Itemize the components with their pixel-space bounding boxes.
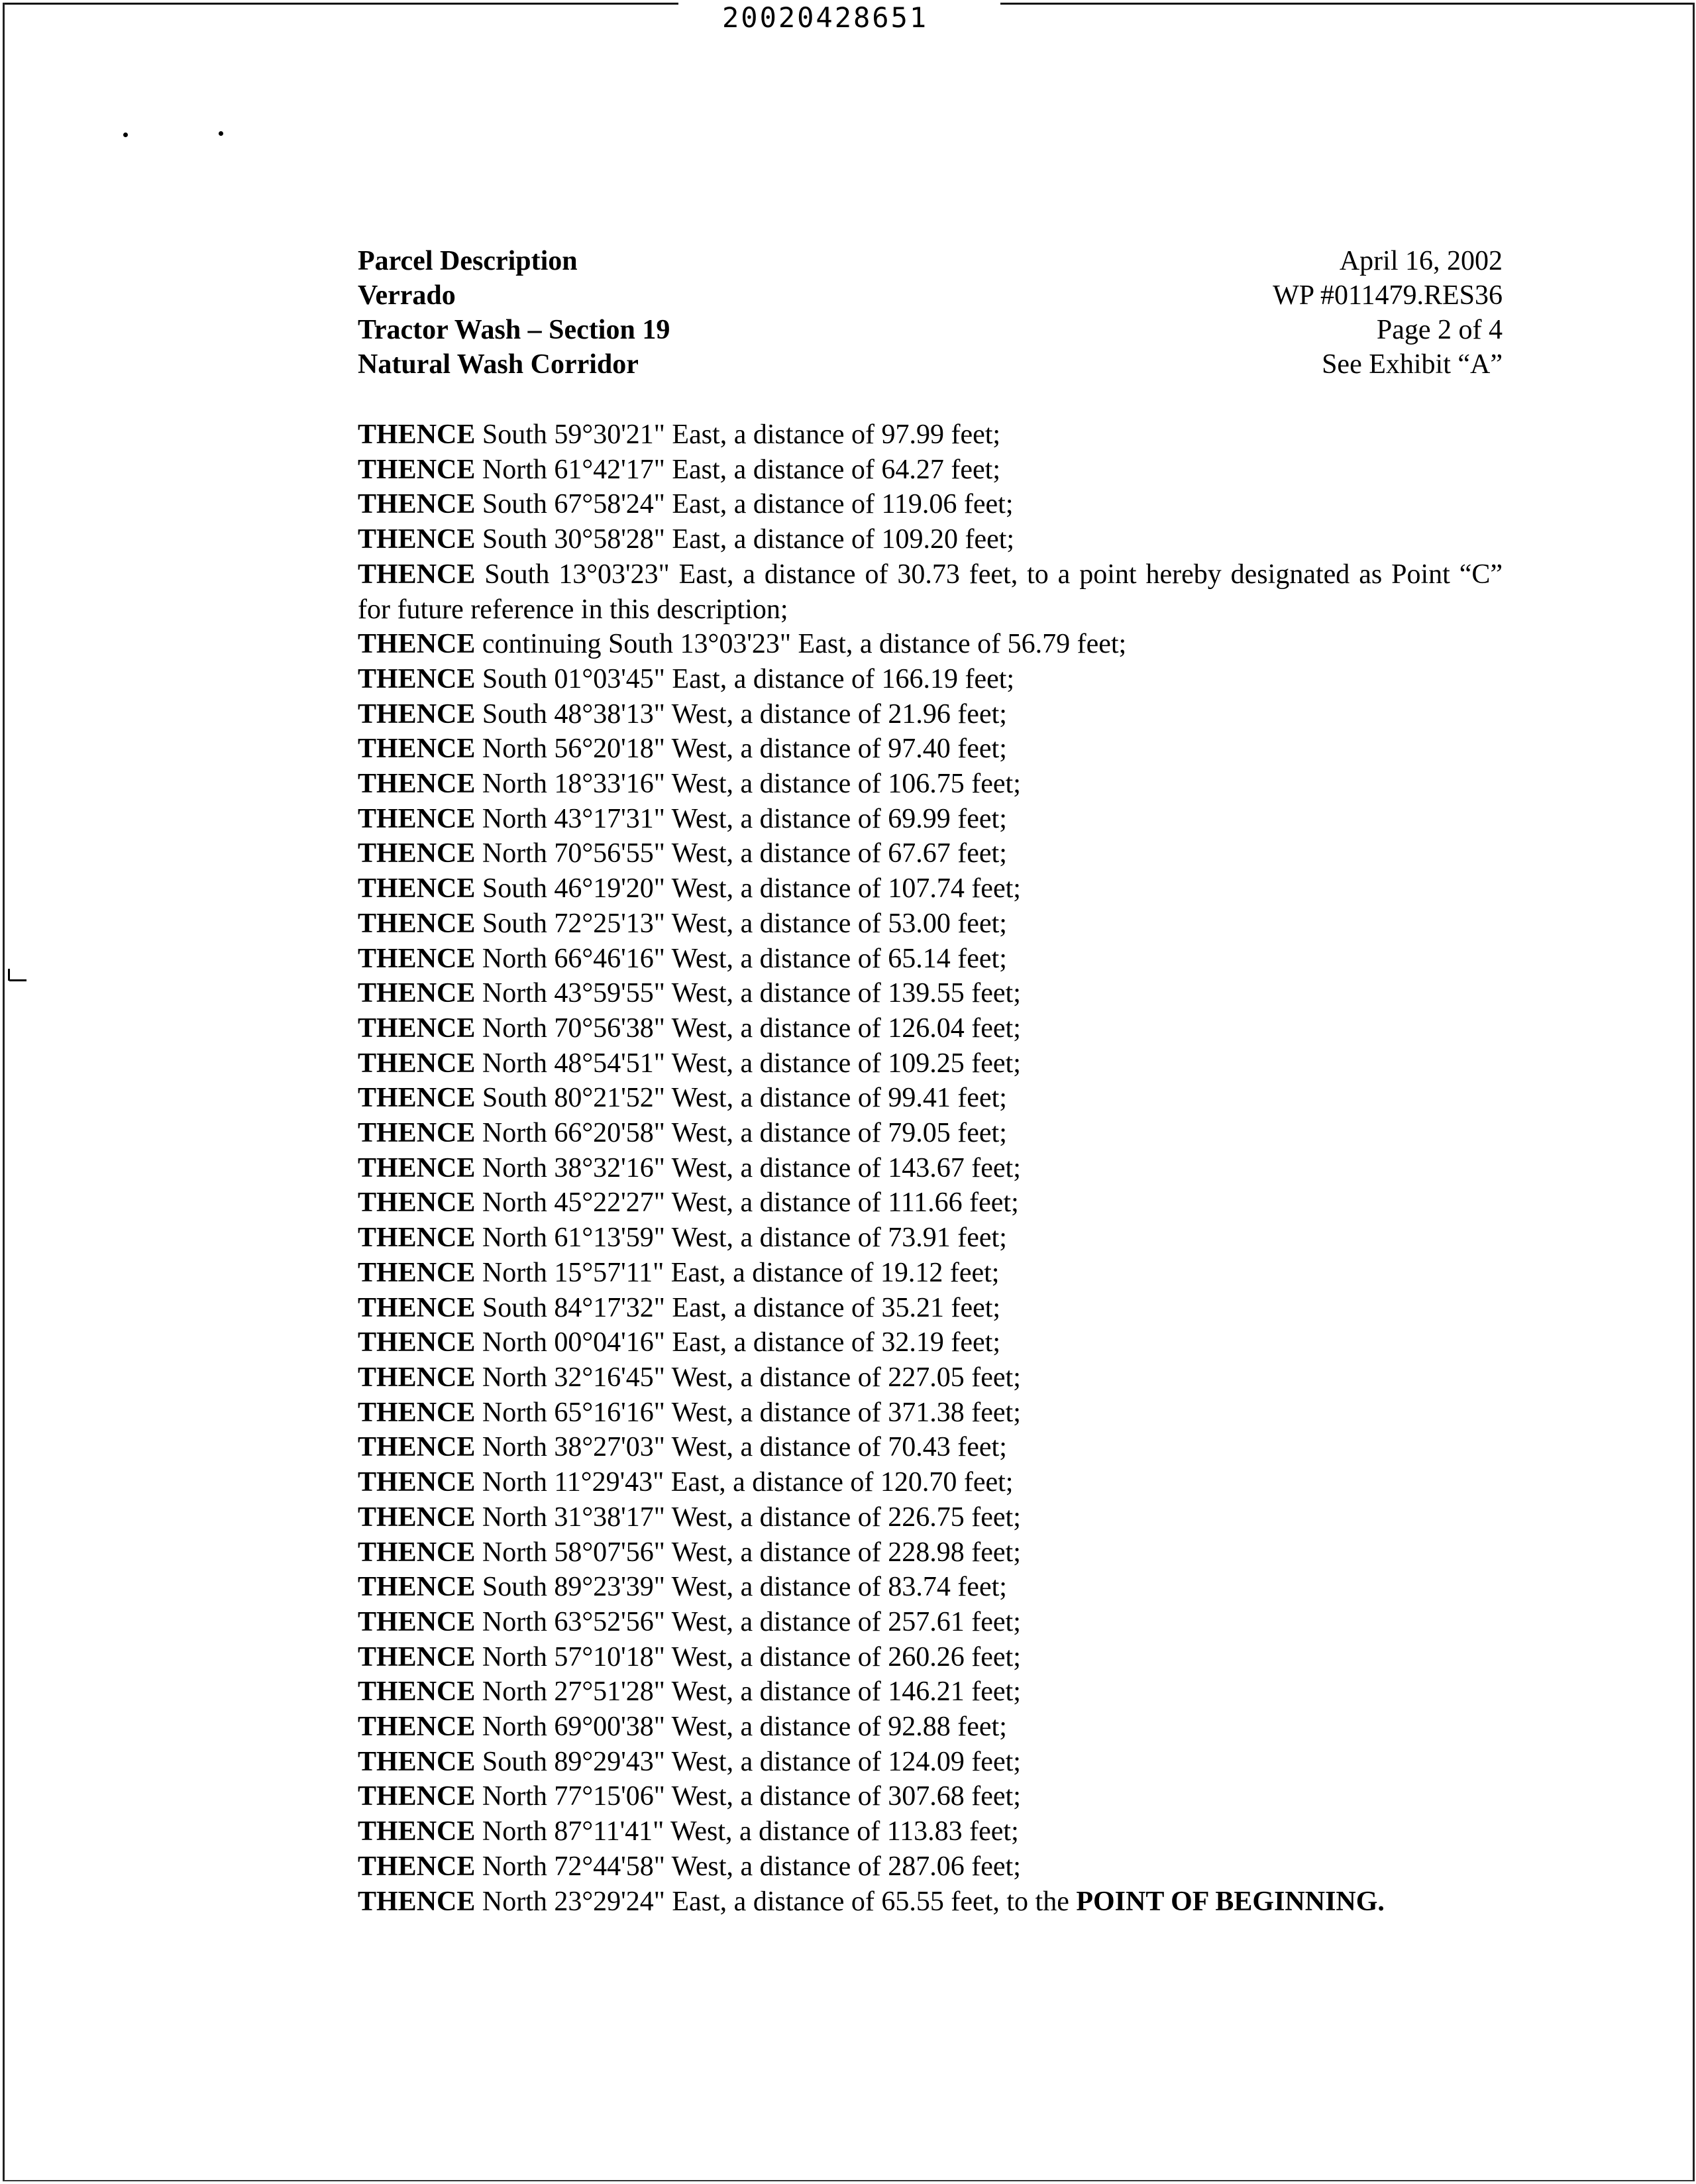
course-line-final: THENCE North 23°29'24" East, a distance of 65.55 feet, to the POINT OF BEGINNING. [358, 1886, 1385, 1917]
course-line-point-c: THENCE South 13°03'23" East, a distance of 30.73 feet, to a point hereby designated as Point “C” for future reference in this description; [358, 559, 1503, 625]
course-line: THENCE South 59°30'21" East, a distance of 97.99 feet; [358, 419, 1001, 450]
recording-number: 20020428651 [722, 1, 929, 34]
course-line: THENCE North 66°20'58" West, a distance of 79.05 feet; [358, 1118, 1007, 1149]
course-line: THENCE North 57°10'18" West, a distance of 260.26 feet; [358, 1641, 1021, 1672]
legal-description-body [358, 417, 1503, 1919]
scan-speck [219, 131, 223, 136]
course-line: THENCE South 67°58'24" East, a distance of 119.06 feet; [358, 489, 1014, 520]
course-line: THENCE North 56°20'18" West, a distance of 97.40 feet; [358, 734, 1007, 765]
course-line: THENCE North 87°11'41" West, a distance of 113.83 feet; [358, 1816, 1019, 1847]
scan-border [3, 2180, 1693, 2181]
course-line: THENCE North 38°32'16" West, a distance of 143.67 feet; [358, 1152, 1021, 1183]
header-right-block [1273, 244, 1503, 382]
course-line: THENCE North 15°57'11" East, a distance of 19.12 feet; [358, 1257, 1000, 1288]
course-line: THENCE South 01°03'45" East, a distance of 166.19 feet; [358, 663, 1015, 694]
course-line: THENCE North 43°17'31" West, a distance of 69.99 feet; [358, 803, 1007, 834]
course-line: THENCE North 18°33'16" West, a distance of 106.75 feet; [358, 769, 1021, 800]
course-line: THENCE North 38°27'03" West, a distance of 70.43 feet; [358, 1432, 1007, 1463]
course-line: THENCE North 70°56'55" West, a distance of 67.67 feet; [358, 838, 1007, 869]
exhibit-reference: See Exhibit “A” [1322, 349, 1503, 380]
course-line: THENCE North 58°07'56" West, a distance of 228.98 feet; [358, 1537, 1021, 1568]
course-line: THENCE North 61°42'17" East, a distance of 64.27 feet; [358, 454, 1001, 485]
course-line: THENCE North 45°22'27" West, a distance of 111.66 feet; [358, 1187, 1019, 1219]
corridor-name: Natural Wash Corridor [358, 349, 639, 380]
course-line: THENCE North 77°15'06" West, a distance of 307.68 feet; [358, 1781, 1021, 1812]
point-of-beginning: POINT OF BEGINNING. [1076, 1886, 1385, 1917]
course-line: THENCE North 31°38'17" West, a distance of 226.75 feet; [358, 1502, 1021, 1533]
scan-speck [123, 133, 128, 137]
scan-border [3, 3, 5, 2181]
scan-border [1693, 3, 1695, 2181]
course-line: THENCE North 61°13'59" West, a distance of 73.91 feet; [358, 1223, 1007, 1254]
course-line: THENCE North 27°51'28" West, a distance of 146.21 feet; [358, 1676, 1021, 1708]
course-line: THENCE North 48°54'51" West, a distance of 109.25 feet; [358, 1048, 1021, 1079]
header-left-block [358, 244, 670, 382]
page-number: Page 2 of 4 [1376, 315, 1503, 345]
document-header [358, 244, 1503, 390]
course-line: THENCE North 69°00'38" West, a distance of 92.88 feet; [358, 1712, 1007, 1743]
scan-mark [9, 979, 26, 981]
course-line: THENCE North 65°16'16" West, a distance of 371.38 feet; [358, 1397, 1021, 1428]
course-line: THENCE North 72°44'58" West, a distance of 287.06 feet; [358, 1851, 1021, 1882]
course-line: THENCE South 80°21'52" West, a distance of 99.41 feet; [358, 1083, 1007, 1114]
parcel-name: Tractor Wash – Section 19 [358, 315, 670, 345]
course-line: THENCE South 72°25'13" West, a distance of 53.00 feet; [358, 908, 1007, 939]
course-line: THENCE South 89°23'39" West, a distance of 83.74 feet; [358, 1572, 1007, 1603]
course-line: THENCE South 46°19'20" West, a distance of 107.74 feet; [358, 873, 1021, 904]
course-line: THENCE North 00°04'16" East, a distance of 32.19 feet; [358, 1327, 1001, 1358]
course-line: THENCE South 89°29'43" West, a distance of 124.09 feet; [358, 1746, 1021, 1777]
course-line: THENCE North 70°56'38" West, a distance of 126.04 feet; [358, 1012, 1021, 1044]
scan-mark [8, 969, 10, 981]
course-line: THENCE North 32°16'45" West, a distance of 227.05 feet; [358, 1362, 1021, 1393]
course-line: THENCE North 63°52'56" West, a distance of 257.61 feet; [358, 1606, 1021, 1637]
project-name: Verrado [358, 280, 456, 311]
document-date: April 16, 2002 [1339, 246, 1503, 276]
scan-border [1000, 3, 1693, 5]
course-line: THENCE North 43°59'55" West, a distance of 139.55 feet; [358, 978, 1021, 1009]
course-line: THENCE continuing South 13°03'23" East, a distance of 56.79 feet; [358, 629, 1127, 660]
course-line: THENCE South 84°17'32" East, a distance of 35.21 feet; [358, 1292, 1001, 1323]
course-line: THENCE South 30°58'28" East, a distance of 109.20 feet; [358, 524, 1015, 555]
course-line: THENCE North 11°29'43" East, a distance of 120.70 feet; [358, 1467, 1014, 1498]
course-line: THENCE North 66°46'16" West, a distance of 65.14 feet; [358, 943, 1007, 974]
course-line: THENCE South 48°38'13" West, a distance of 21.96 feet; [358, 698, 1007, 730]
document-title: Parcel Description [358, 246, 578, 276]
scan-border [3, 3, 678, 5]
job-number: WP #011479.RES36 [1273, 280, 1503, 311]
